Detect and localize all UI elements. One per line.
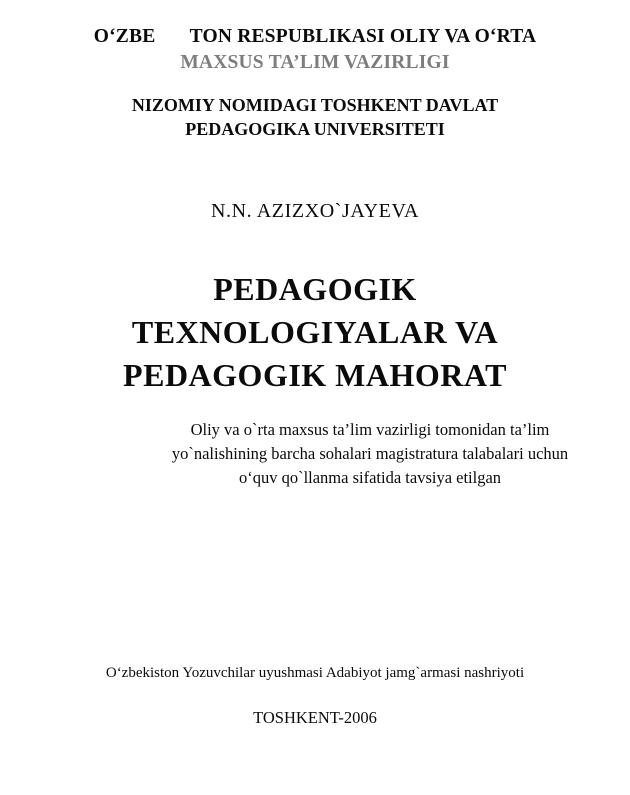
ministry-heading-line-2: MAXSUS TA’LIM VAZIRLIGI bbox=[180, 51, 450, 73]
ministry-heading-line-1-faded: KIS bbox=[155, 26, 190, 47]
ministry-heading-line-1 bbox=[0, 24, 630, 50]
publisher-name: O‘zbekiston Yozuvchilar uyushmasi Adabiyot jamg`armasi nashriyoti bbox=[105, 665, 525, 681]
author-name: N.N. AZIZXO`JAYEVA bbox=[210, 200, 420, 222]
recommendation-note-line-1: Oliy va o`rta maxsus ta’lim vazirligi tomonidan ta’lim bbox=[190, 420, 550, 439]
recommendation-note-line-2: yo`nalishining barcha sohalari magistratura talabalari uchun bbox=[171, 443, 569, 463]
recommendation-note-line-3: o‘quv qo`llanma sifatida tavsiya etilgan bbox=[238, 467, 502, 487]
ministry-heading-line-1-rest: TON RESPUBLIKASI OLIY VA O‘RTA bbox=[189, 26, 537, 47]
book-title-line-3: PEDAGOGIK MAHORAT bbox=[123, 356, 507, 393]
book-title-line-2: TEXNOLOGIYALAR VA bbox=[131, 313, 499, 350]
book-title-line-1: PEDAGOGIK bbox=[213, 271, 417, 307]
recommendation-note bbox=[55, 418, 630, 490]
ministry-heading-line-1-start: O‘ZBE bbox=[93, 26, 156, 47]
city-and-year: TOSHKENT-2006 bbox=[253, 708, 377, 727]
ministry-heading bbox=[0, 24, 630, 75]
university-heading bbox=[0, 93, 630, 142]
university-heading-line-2: PEDAGOGIKA UNIVERSITETI bbox=[185, 119, 445, 140]
university-heading-line-1: NIZOMIY NOMIDAGI TOSHKENT DAVLAT bbox=[131, 95, 499, 115]
book-title bbox=[0, 268, 630, 397]
